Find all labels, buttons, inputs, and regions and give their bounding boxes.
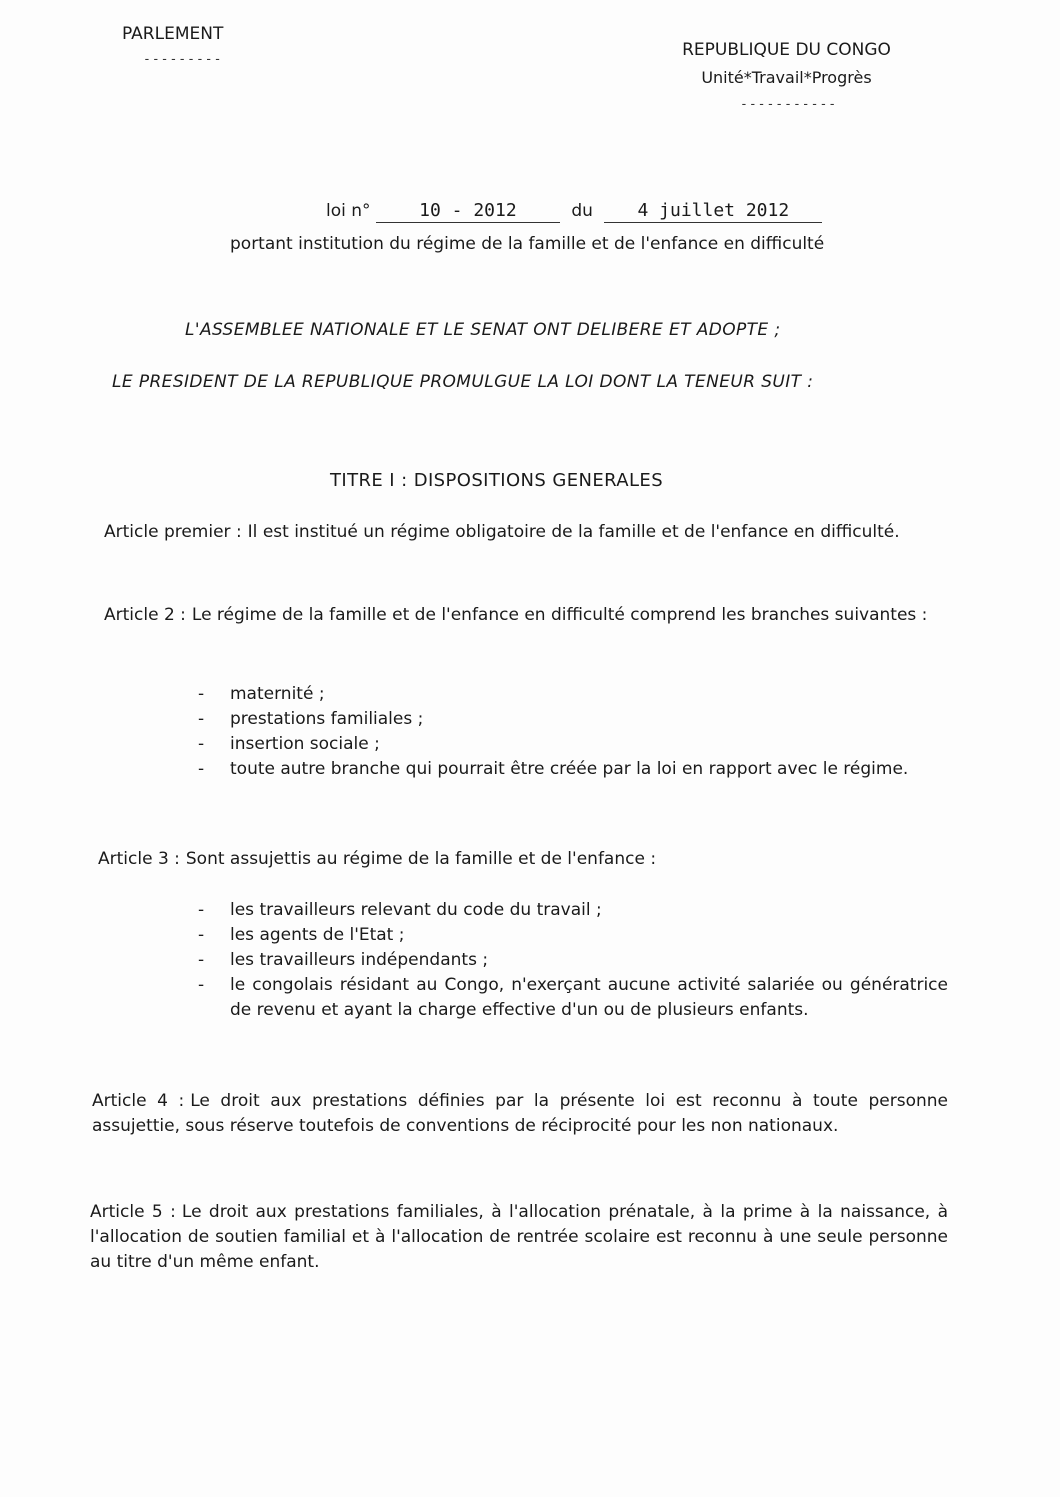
article-3 [98, 847, 948, 872]
list-item-text: prestations familiales ; [230, 709, 424, 729]
law-date-label: du [571, 201, 593, 221]
list-item [198, 682, 948, 707]
parliament-separator: --------- [143, 52, 223, 67]
republic-separator: ----------- [740, 97, 838, 112]
list-dash: - [198, 975, 205, 995]
article-5 [90, 1200, 948, 1275]
article-label: Article 5 : [90, 1202, 176, 1222]
law-prefix: loi n° [326, 201, 371, 221]
law-number: 10 - 2012 [376, 200, 560, 223]
list-dash: - [198, 900, 205, 920]
list-item [198, 923, 948, 948]
list-item-text: insertion sociale ; [230, 734, 380, 754]
article-text: Le droit aux prestations définies par la présente loi est reconnu à toute personne assujettie, sous réserve toutefois de conventions de réciprocité pour les non nationaux. [92, 1091, 949, 1136]
list-item-text: toute autre branche qui pourrait être créée par la loi en rapport avec le régime. [230, 759, 909, 779]
article-label: Article 2 : [104, 605, 186, 625]
law-reference-line [326, 200, 822, 223]
article-text: Il est institué un régime obligatoire de la famille et de l'enfance en difficulté. [247, 522, 900, 542]
article-2-list [198, 682, 948, 782]
article-3-list [198, 898, 948, 1023]
republic-heading [664, 40, 909, 87]
republic-motto: Unité*Travail*Progrès [701, 68, 872, 87]
enacting-formula-assembly: L'ASSEMBLEE NATIONALE ET LE SENAT ONT DELIBERE ET ADOPTE ; [185, 320, 781, 340]
list-item [198, 732, 948, 757]
list-item-text: les agents de l'Etat ; [230, 925, 405, 945]
republic-title: REPUBLIQUE DU CONGO [682, 40, 891, 60]
list-item-text: les travailleurs indépendants ; [230, 950, 489, 970]
article-text: Le régime de la famille et de l'enfance en difficulté comprend les branches suivantes : [191, 605, 928, 625]
list-dash: - [198, 684, 205, 704]
law-subject: portant institution du régime de la famille et de l'enfance en difficulté [230, 234, 825, 254]
article-text: Sont assujettis au régime de la famille et de l'enfance : [185, 849, 657, 869]
article-label: Article premier : [104, 522, 242, 542]
list-item-text: le congolais résidant au Congo, n'exerçant aucune activité salariée ou génératrice de revenu et ayant la charge effective d'un ou de plusieurs enfants. [230, 975, 948, 1020]
article-text: Le droit aux prestations familiales, à l'allocation prénatale, à la prime à la naissance, à l'allocation de soutien familial et à l'allocation de rentrée scolaire est reconnu à une seule personne au titre d'un même enfant. [90, 1202, 949, 1272]
list-item-text: les travailleurs relevant du code du travail ; [230, 900, 602, 920]
list-item [198, 948, 948, 973]
article-label: Article 4 : [92, 1091, 185, 1111]
list-dash: - [198, 734, 205, 754]
article-label: Article 3 : [98, 849, 180, 869]
law-date: 4 juillet 2012 [604, 200, 822, 223]
article-4 [92, 1089, 948, 1139]
list-item-text: maternité ; [230, 684, 325, 704]
list-dash: - [198, 709, 205, 729]
parliament-heading: PARLEMENT [122, 24, 224, 44]
list-dash: - [198, 759, 205, 779]
list-item [198, 898, 948, 923]
article-premier [104, 520, 944, 545]
title-heading: TITRE I : DISPOSITIONS GENERALES [330, 470, 664, 491]
list-item [198, 973, 948, 1023]
article-2 [104, 603, 944, 628]
list-item [198, 757, 948, 782]
list-dash: - [198, 925, 205, 945]
list-dash: - [198, 950, 205, 970]
enacting-formula-president: LE PRESIDENT DE LA REPUBLIQUE PROMULGUE LA LOI DONT LA TENEUR SUIT : [112, 372, 814, 392]
list-item [198, 707, 948, 732]
